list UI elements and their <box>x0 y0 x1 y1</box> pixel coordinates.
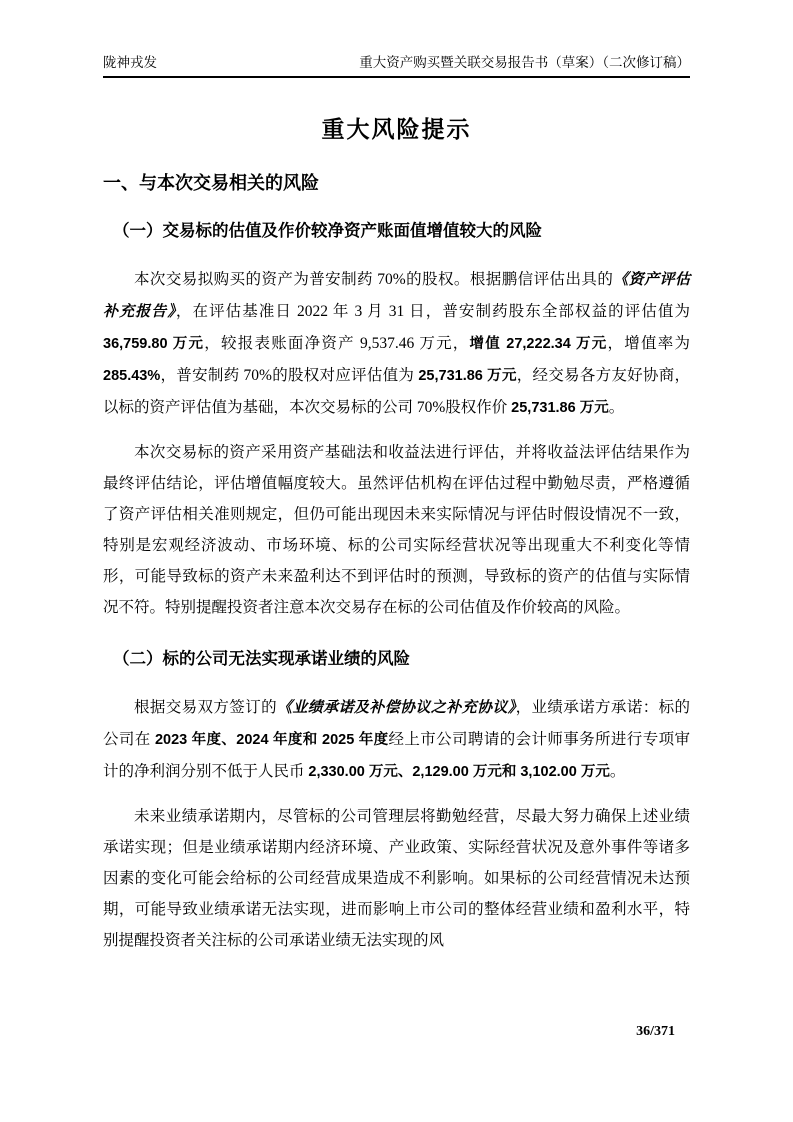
text-segment: 《业绩承诺及补偿协议之补充协议》 <box>276 700 516 716</box>
text-segment: 本次交易拟购买的资产为普安制药 70%的股权。根据鹏信评估出具的 <box>134 271 614 288</box>
text-segment: 《资产评估补充报告》 <box>103 272 690 320</box>
text-segment: 增值 27,222.34 万元 <box>469 336 608 352</box>
text-segment: ，在评估基准日 2022 年 3 月 31 日，普安制药股东全部权益的评估值为 <box>175 303 690 320</box>
paragraph-valuation <box>103 264 690 424</box>
text-segment: ，经交易各方友好协商，以标的资产评估值为基础，本次交易标的公司 70%股权作价 <box>103 367 690 416</box>
text-segment: 2,330.00 万元、2,129.00 万元和 3,102.00 万元 <box>308 764 610 780</box>
text-segment: ，增值率为 <box>607 335 690 352</box>
paragraph-performance-risk <box>103 801 690 956</box>
text-segment: 36,759.80 万元 <box>103 336 205 352</box>
text-segment: 未来业绩承诺期内，尽管标的公司管理层将勤勉经营，尽最大努力确保上述业绩承诺实现；但是业绩承诺期内经济环境、产业政策、实际经营状况及意外事件等诸多因素的变化可能会给标的公司经营成果造成不利影响。如果标的公司经营情况未达预期，可能导致业绩承诺无法实现，进而影响上市公司的整体经营业绩和盈利水平，特别提醒投资者关注标的公司承诺业绩无法实现的风 <box>103 808 690 949</box>
text-segment: 285.43% <box>103 368 161 384</box>
text-segment: ，普安制药 70%的股权对应评估值为 <box>160 367 419 384</box>
page-content <box>103 0 690 969</box>
text-segment: 25,731.86 万元 <box>511 400 609 416</box>
page-number: 36/371 <box>636 1024 675 1039</box>
page-header <box>103 0 690 78</box>
section-heading-1: 一、与本次交易相关的风险 <box>103 173 319 193</box>
text-segment: 25,731.86 万元 <box>418 368 517 384</box>
text-segment: 。 <box>608 399 625 416</box>
subsection-heading-2: （二）标的公司无法实现承诺业绩的风险 <box>113 650 410 668</box>
page-title: 重大风险提示 <box>321 116 472 142</box>
header-company-name: 陇神戎发 <box>103 55 157 70</box>
text-segment: ，业绩承诺方承诺：标的公司在 <box>103 699 690 748</box>
text-segment: ，较报表账面净资产 9,537.46 万元， <box>204 335 470 352</box>
text-segment: 根据交易双方签订的 <box>134 699 277 716</box>
subsection-heading-1: （一）交易标的估值及作价较净资产账面值增值较大的风险 <box>113 222 542 240</box>
text-segment: 经上市公司聘请的会计师事务所进行专项审计的净利润分别不低于人民币 <box>103 731 690 780</box>
text-segment: 。 <box>609 763 626 780</box>
header-report-title: 重大资产购买暨关联交易报告书（草案）（二次修订稿） <box>359 55 690 70</box>
paragraph-performance-commitment <box>103 692 690 788</box>
paragraph-valuation-risk <box>103 437 690 623</box>
text-segment: 本次交易标的资产采用资产基础法和收益法进行评估，并将收益法评估结果作为最终评估结论，评估增值幅度较大。虽然评估机构在评估过程中勤勉尽责，严格遵循了资产评估相关准则规定，但仍可能出现因未来实际情况与评估时假设情况不一致，特别是宏观经济波动、市场环境、标的公司实际经营状况等出现重大不利变化等情形，可能导致标的资产未来盈利达不到评估时的预测，导致标的资产的估值与实际情况不符。特别提醒投资者注意本次交易存在标的公司估值及作价较高的风险。 <box>103 444 690 616</box>
text-segment: 2023 年度、2024 年度和 2025 年度 <box>154 732 389 748</box>
